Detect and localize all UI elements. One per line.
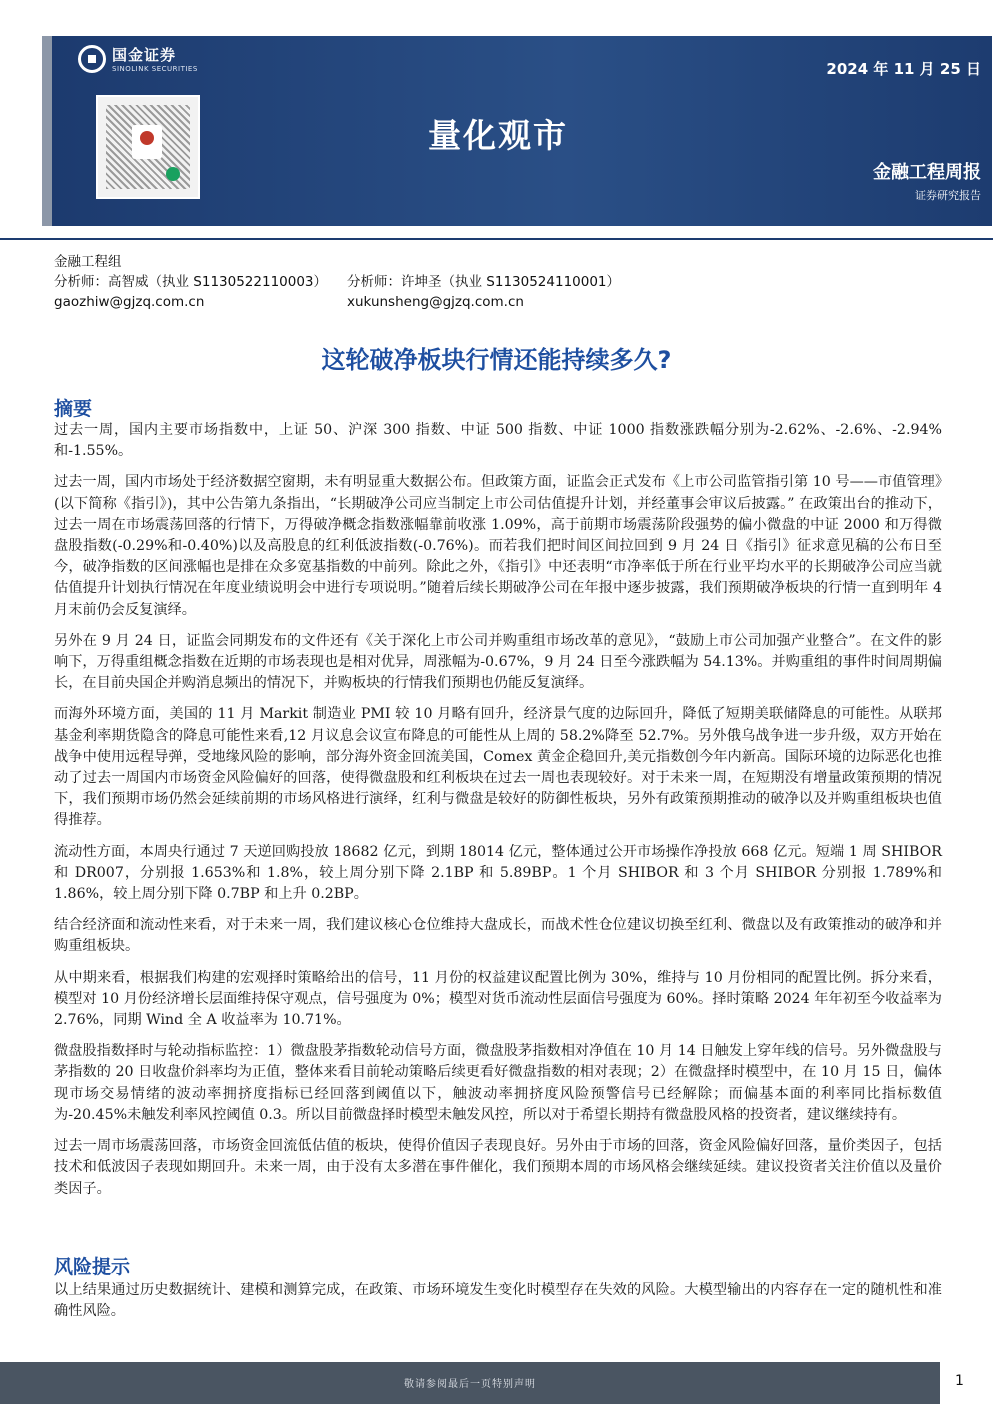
- header-divider: [0, 238, 993, 240]
- analyst-block: [54, 252, 620, 312]
- risk-heading: 风险提示: [54, 1256, 131, 1278]
- summary-body: [54, 420, 942, 1210]
- summary-paragraph: 流动性方面，本周央行通过 7 天逆回购投放 18682 亿元，到期 18014 亿元，整体通过公开市场操作净投放 668 亿元。短端 1 周 SHIBOR 和 DR007，分别报 1.653%和 1.8%，较上周分别下降 2.1BP 和 5.89BP。1 个月 SHIBOR 和 3 个月 SHIBOR 分别报 1.789%和 1.86%，较上周分别下降 0.7BP 和上升 0.2BP。: [54, 843, 942, 903]
- qr-code-icon: [96, 95, 200, 199]
- footer-disclaimer: 敬请参阅最后一页特别声明: [404, 1379, 536, 1390]
- risk-body: [54, 1280, 942, 1332]
- summary-paragraph: 微盘股指数择时与轮动指标监控：1）微盘股茅指数轮动信号方面，微盘股茅指数相对净值在 10 月 14 日触发上穿年线的信号。另外微盘股与茅指数的 20 日收盘价斜率均为正值，整体来看目前轮动策略后续更看好微盘指数的相对表现；2）在微盘择时模型中，在 10 月 15 日，偏体现市场交易情绪的波动率拥挤度指标已经回落到阈值以下，触波动率拥挤度风险预警信号已经解除；而偏基本面的利率同比指标数值为-20.45%未触发利率风控阈值 0.3。所以目前微盘择时模型未触发风控，所以对于希望长期持有微盘股风格的投资者，建议继续持有。: [54, 1043, 942, 1123]
- report-category: 金融工程周报: [873, 162, 981, 183]
- header-shadow: [42, 36, 52, 226]
- summary-paragraph: 过去一周，国内市场处于经济数据空窗期，未有明显重大数据公布。但政策方面，证监会正式发布《上市公司监管指引第 10 号——市值管理》(以下简称《指引》)，其中公告第九条指出，“长期破净公司应当制定上市公司估值提升计划，并经董事会审议后披露。” 在政策出台的推动下，过去一周在市场震荡回落的行情下，万得破净概念指数涨幅靠前收涨 1.09%，高于前期市场震荡阶段强势的偏小微盘的中证 2000 和万得微盘股指数(-0.29%和-0.40%)以及高股息的红利低波指数(-0.76%)。而若我们把时间区间拉回到 9 月 24 日《指引》征求意见稿的公布日至今，破净指数的区间涨幅也是排在众多宽基指数的中前列。除此之外，《指引》中还表明“市净率低于所在行业平均水平的长期破净公司应当就估值提升计划执行情况在年度业绩说明会中进行专项说明。”随着后续长期破净公司在年报中逐步披露，我们预期破净板块的行情一直到明年 4 月末前仍会反复演绎。: [54, 474, 942, 618]
- summary-paragraph: 过去一周市场震荡回落，市场资金回流低估值的板块，使得价值因子表现良好。另外由于市场的回落，资金风险偏好回落，量价类因子，包括技术和低波因子表现如期回升。未来一周，由于没有太多潜在事件催化，我们预期本周的市场风格会继续延续。建议投资者关注价值以及量价类因子。: [54, 1138, 942, 1197]
- logo-mark-icon: [78, 45, 106, 73]
- report-series-title: 量化观市: [428, 116, 568, 155]
- report-type: 证券研究报告: [915, 189, 981, 202]
- analyst-2-email[interactable]: xukunsheng@gjzq.com.cn: [347, 294, 524, 310]
- page-number: 1: [955, 1373, 964, 1389]
- sinolink-logo: [78, 44, 198, 73]
- summary-paragraph: 结合经济面和流动性来看，对于未来一周，我们建议核心仓位维持大盘成长，而战术性仓位建议切换至红利、微盘以及有政策推动的破净和并购重组板块。: [54, 917, 942, 955]
- risk-paragraph: 以上结果通过历史数据统计、建模和测算完成，在政策、市场环境发生变化时模型存在失效的风险。大模型输出的内容存在一定的随机性和准确性风险。: [54, 1282, 942, 1320]
- summary-paragraph: 过去一周，国内主要市场指数中，上证 50、沪深 300 指数、中证 500 指数、中证 1000 指数涨跌幅分别为-2.62%、-2.6%、-2.94%和-1.55%。: [54, 422, 942, 460]
- summary-paragraph: 而海外环境方面，美国的 11 月 Markit 制造业 PMI 较 10 月略有回升，经济景气度的边际回升，降低了短期美联储降息的可能性。从联邦基金利率期货隐含的降息可能性来看,12 月议息会议宣布降息的可能性从上周的 58.2%降至 52.7%。另外俄乌战争进一步升级，双方开始在战争中使用远程导弹，受地缘风险的影响，部分海外资金回流美国，Comex 黄金企稳回升,美元指数创今年内新高。国际环境的边际恶化也推动了过去一周国内市场资金风险偏好的回落，使得微盘股和红利板块在过去一周也表现较好。对于未来一周，在短期没有增量政策预期的情况下，我们预期市场仍然会延续前期的市场风格进行演绎，红利与微盘是较好的防御性板块，另外有政策预期推动的破净以及并购重组板块也值得推荐。: [54, 706, 942, 829]
- analyst-1: 分析师：高智威（执业 S1130522110003）: [54, 274, 328, 290]
- logo-text-en: SINOLINK SECURITIES: [112, 65, 198, 73]
- team-name: 金融工程组: [54, 254, 122, 270]
- document-title: 这轮破净板块行情还能持续多久?: [321, 346, 672, 374]
- summary-paragraph: 另外在 9 月 24 日，证监会同期发布的文件还有《关于深化上市公司并购重组市场改革的意见》，“鼓励上市公司加强产业整合”。在文件的影响下，万得重组概念指数在近期的市场表现也是相对优异，周涨幅为-0.67%，9 月 24 日至今涨跌幅为 54.13%。并购重组的事件时间周期偏长，在目前央国企并购消息频出的情况下，并购板块的行情我们预期也仍能反复演绎。: [54, 632, 942, 692]
- summary-heading: 摘要: [54, 398, 93, 420]
- analyst-2: 分析师：许坤圣（执业 S1130524110001）: [347, 274, 621, 290]
- summary-paragraph: 从中期来看，根据我们构建的宏观择时策略给出的信号，11 月份的权益建议配置比例为 30%，维持与 10 月份相同的配置比例。拆分来看，模型对 10 月份经济增长层面维持保守观点，信号强度为 0%；模型对货币流动性层面信号强度为 60%。择时策略 2024 年年初至今收益率为 2.76%，同期 Wind 全 A 收益率为 10.71%。: [54, 969, 942, 1029]
- report-date: 2024 年 11 月 25 日: [826, 60, 981, 78]
- logo-text-cn: 国金证券: [112, 46, 177, 64]
- analyst-1-email[interactable]: gaozhiw@gjzq.com.cn: [54, 294, 205, 310]
